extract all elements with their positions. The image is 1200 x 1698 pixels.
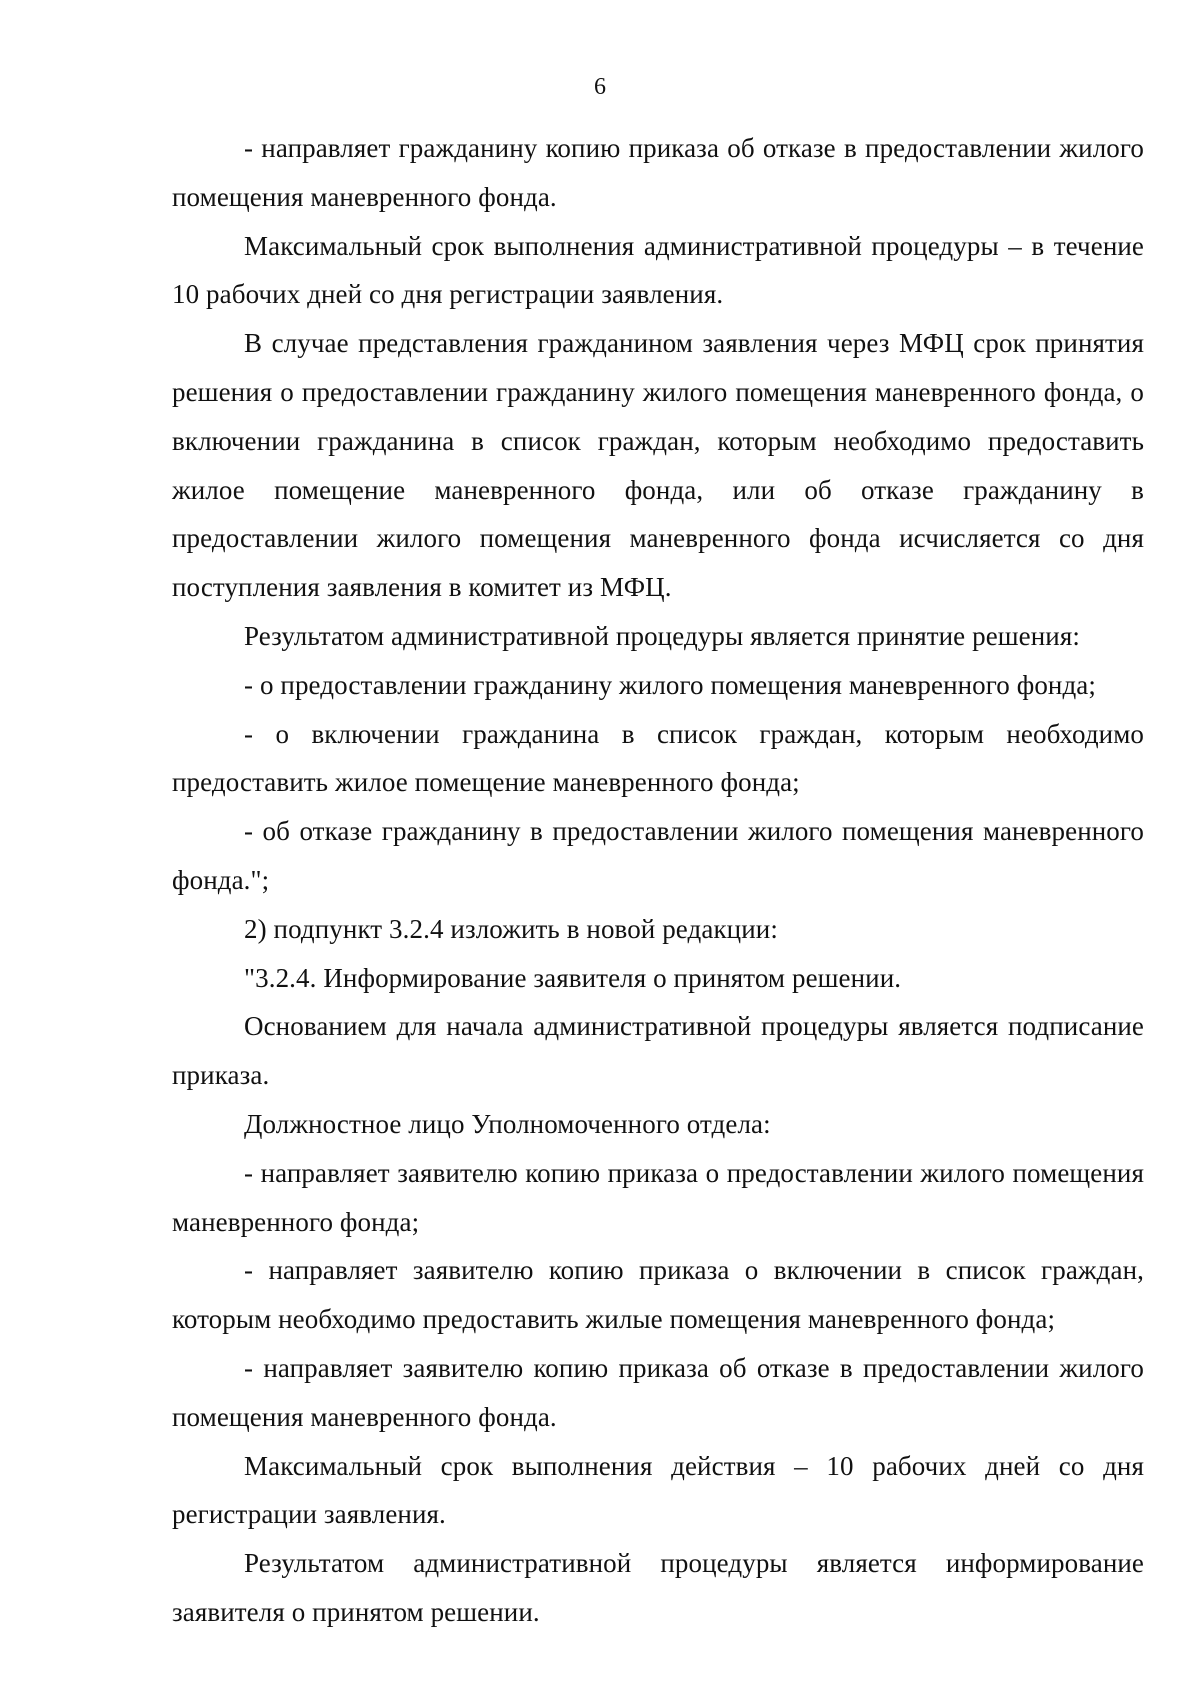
- paragraph: Результатом административной процедуры является информирование заявителя о принятом решении.: [172, 1548, 1144, 1627]
- paragraph: 2) подпункт 3.2.4 изложить в новой редакции:: [244, 913, 778, 944]
- page-number: 6: [594, 74, 606, 100]
- paragraph: В случае представления гражданином заявления через МФЦ срок принятия решения о предоставлении гражданину жилого помещения маневренного фонда, о включении гражданина в список граждан, которым необходимо предоставить жилое помещение маневренного фонда, или об отказе гражданину в предоставлении жилого помещения маневренного фонда исчисляется со дня поступления заявления в комитет из МФЦ.: [172, 328, 1144, 603]
- paragraph: - направляет заявителю копию приказа о предоставлении жилого помещения маневренного фонда;: [172, 1157, 1144, 1237]
- paragraph: Максимальный срок выполнения действия – 10 рабочих дней со дня регистрации заявления.: [172, 1450, 1144, 1530]
- paragraph: - о включении гражданина в список граждан, которым необходимо предоставить жилое помещение маневренного фонда;: [172, 718, 1144, 798]
- paragraph: Максимальный срок выполнения административной процедуры – в течение 10 рабочих дней со дня регистрации заявления.: [172, 230, 1144, 310]
- paragraph: Результатом административной процедуры является принятие решения:: [244, 620, 1080, 651]
- paragraph: Должностное лицо Уполномоченного отдела:: [244, 1108, 771, 1139]
- document-body: [172, 124, 1144, 1637]
- paragraph: - об отказе гражданину в предоставлении жилого помещения маневренного фонда.";: [172, 816, 1144, 895]
- paragraph: Основанием для начала административной процедуры является подписание приказа.: [172, 1011, 1144, 1091]
- paragraph: - направляет гражданину копию приказа об отказе в предоставлении жилого помещения маневренного фонда.: [172, 133, 1144, 212]
- paragraph: - направляет заявителю копию приказа о включении в список граждан, которым необходимо предоставить жилые помещения маневренного фонда;: [172, 1255, 1144, 1335]
- paragraph: "3.2.4. Информирование заявителя о принятом решении.: [244, 962, 902, 993]
- paragraph: - направляет заявителю копию приказа об отказе в предоставлении жилого помещения маневренного фонда.: [172, 1352, 1144, 1432]
- paragraph: - о предоставлении гражданину жилого помещения маневренного фонда;: [244, 669, 1096, 700]
